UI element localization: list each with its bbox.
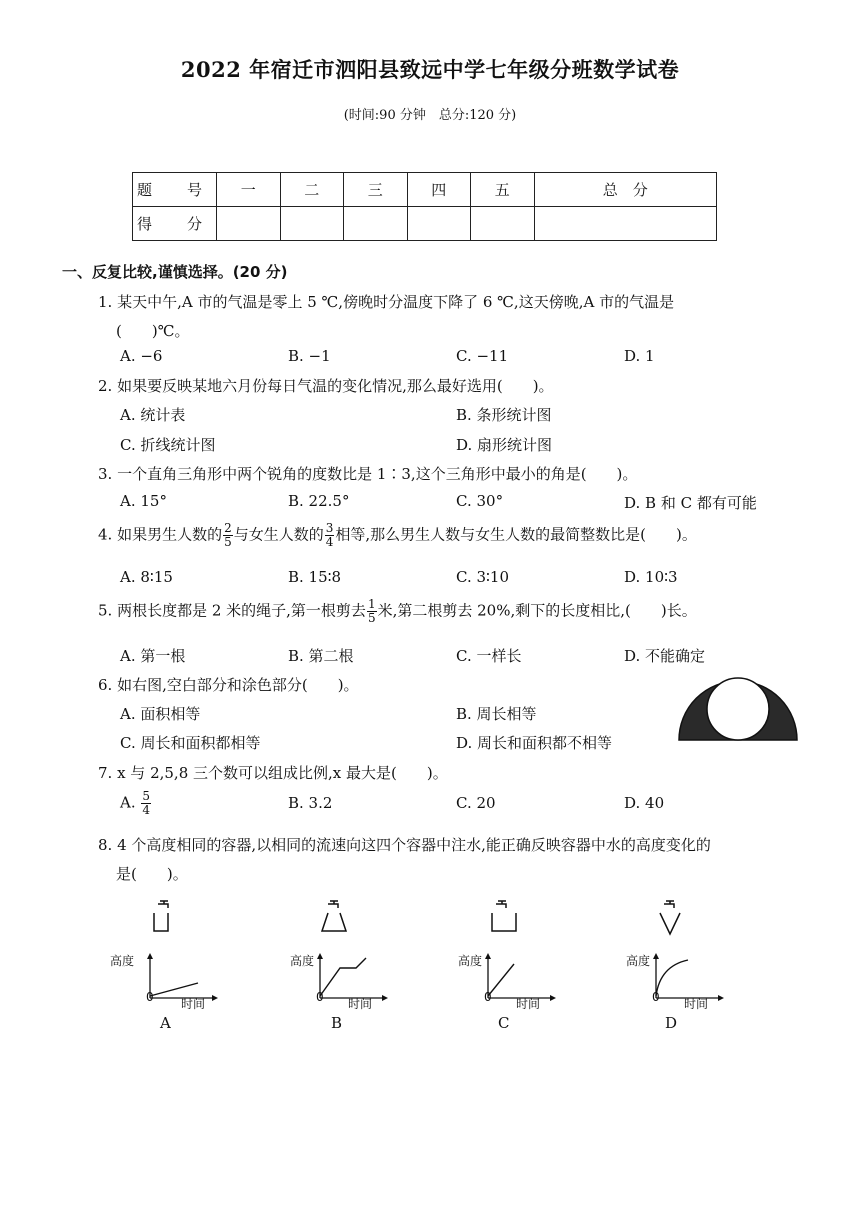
option[interactable]: A. 15° [120, 492, 167, 510]
faucet-container-d [650, 898, 712, 938]
option[interactable]: D. 不能确定 [624, 647, 706, 665]
option[interactable]: C. 周长和面积都相等 [120, 734, 261, 752]
question-1-blank: ( )℃。 [116, 322, 190, 340]
graph-b-xlabel: 时间 [348, 997, 373, 1011]
option[interactable]: A. 面积相等 [120, 705, 201, 723]
option[interactable]: D. 周长和面积都不相等 [456, 734, 613, 752]
trapezoid-container-icon [322, 913, 346, 931]
fraction-denominator: 4 [142, 803, 151, 817]
graph-a-ylabel: 高度 [110, 954, 135, 968]
x-axis-arrow [550, 995, 556, 1001]
fraction-denominator: 5 [224, 535, 232, 549]
option[interactable]: C. 20 [456, 794, 496, 812]
graph-a-xlabel: 时间 [181, 997, 206, 1011]
graph-line [320, 958, 366, 996]
score-blank[interactable] [471, 207, 535, 241]
option[interactable]: D. 扇形统计图 [456, 436, 553, 454]
graph-c-letter: C [498, 1014, 510, 1032]
fraction-numerator: 5 [142, 789, 151, 803]
score-cell: 五 [471, 173, 535, 207]
score-blank[interactable] [407, 207, 471, 241]
blank-circle [707, 678, 769, 740]
question-2-text: 2. 如果要反映某地六月份每日气温的变化情况,那么最好选用( )。 [98, 377, 554, 395]
option[interactable]: B. −1 [288, 347, 331, 365]
score-blank[interactable] [344, 207, 408, 241]
fraction [223, 522, 233, 549]
question-5-text [98, 598, 697, 625]
exam-info: (时间:90 分钟 总分:120 分) [343, 108, 517, 123]
faucet-container-c [482, 898, 544, 938]
option[interactable]: C. 30° [456, 492, 504, 510]
score-blank[interactable] [217, 207, 281, 241]
option[interactable]: B. 周长相等 [456, 705, 537, 723]
fraction-numerator: 1 [367, 597, 376, 611]
option[interactable]: D. 40 [624, 794, 665, 812]
faucet-container-b [314, 898, 376, 938]
score-cell: 题 号 [133, 173, 217, 207]
x-axis-arrow [382, 995, 388, 1001]
semicircle-figure [676, 674, 800, 744]
option[interactable]: C. −11 [456, 347, 509, 365]
graph-d-ylabel: 高度 [626, 954, 651, 968]
graph-d-origin: 0 [652, 990, 660, 1004]
question-5-part: 5. 两根长度都是 2 米的绳子,第一根剪去 [98, 601, 366, 620]
section-heading: 一、反复比较,谨慎选择。(20 分) [62, 263, 288, 281]
graph-b-ylabel: 高度 [290, 954, 315, 968]
graph-b-letter: B [331, 1014, 343, 1032]
graph-a-letter: A [160, 1014, 171, 1032]
fraction-numerator: 3 [325, 521, 334, 535]
graph-d-letter: D [665, 1014, 678, 1032]
question-6-text: 6. 如右图,空白部分和涂色部分( )。 [98, 676, 359, 694]
cylinder-container-icon [154, 913, 168, 931]
fraction [141, 790, 151, 817]
y-axis-arrow [147, 953, 153, 959]
faucet-icon [664, 901, 674, 908]
option[interactable]: B. 条形统计图 [456, 406, 552, 424]
fraction-denominator: 5 [367, 611, 376, 625]
fraction-denominator: 4 [325, 535, 334, 549]
graph-d-xlabel: 时间 [684, 997, 709, 1011]
score-table [132, 172, 717, 241]
option[interactable]: A. 第一根 [120, 647, 186, 665]
page-title: 2022 年宿迁市泗阳县致远中学七年级分班数学试卷 [180, 57, 680, 82]
faucet-container-a [144, 898, 206, 938]
option[interactable]: D. B 和 C 都有可能 [624, 494, 757, 512]
graph-c-origin: 0 [484, 990, 492, 1004]
option[interactable]: C. 一样长 [456, 647, 522, 665]
graph-c-ylabel: 高度 [458, 954, 483, 968]
score-blank[interactable] [280, 207, 344, 241]
option[interactable]: A. −6 [120, 347, 163, 365]
score-cell: 四 [407, 173, 471, 207]
score-table-score-row [133, 207, 717, 241]
option[interactable]: D. 10∶3 [624, 568, 678, 586]
option[interactable]: B. 22.5° [288, 492, 350, 510]
graph-line [488, 964, 514, 996]
score-table-header-row [133, 173, 717, 207]
score-cell: 得 分 [133, 207, 217, 241]
question-4-text [98, 522, 697, 549]
question-1-text: 1. 某天中午,A 市的气温是零上 5 ℃,傍晚时分温度下降了 6 ℃,这天傍晚,A 市的气温是 [98, 293, 675, 311]
y-axis-arrow [485, 953, 491, 959]
faucet-icon [158, 901, 168, 908]
option[interactable]: A. 统计表 [120, 406, 186, 424]
score-cell: 总 分 [534, 173, 717, 207]
question-4-part: 4. 如果男生人数的 [98, 525, 223, 544]
option[interactable]: C. 折线统计图 [120, 436, 216, 454]
cone-container-icon [660, 913, 680, 934]
question-5-part: 米,第二根剪去 20%,剩下的长度相比,( )长。 [377, 601, 697, 620]
option-label: A. [120, 793, 136, 812]
question-8-text: 8. 4 个高度相同的容器,以相同的流速向这四个容器中注水,能正确反映容器中水的高度变化的 [98, 836, 711, 854]
option[interactable]: C. 3∶10 [456, 568, 510, 586]
x-axis-arrow [718, 995, 724, 1001]
graph-b-origin: 0 [316, 990, 324, 1004]
graph-curve [656, 960, 688, 996]
graph-c-xlabel: 时间 [516, 997, 541, 1011]
score-cell: 一 [217, 173, 281, 207]
option[interactable]: A. 8∶15 [120, 568, 173, 586]
faucet-icon [328, 901, 338, 908]
graph-a-origin: 0 [146, 990, 154, 1004]
y-axis-arrow [317, 953, 323, 959]
wide-container-icon [492, 913, 516, 931]
option[interactable]: B. 15∶8 [288, 568, 342, 586]
option[interactable]: D. 1 [624, 347, 655, 365]
fraction [367, 598, 377, 625]
option[interactable]: B. 3.2 [288, 794, 333, 812]
option[interactable] [120, 790, 152, 817]
x-axis-arrow [212, 995, 218, 1001]
score-cell: 二 [280, 173, 344, 207]
question-4-part: 与女生人数的 [233, 525, 324, 544]
y-axis-arrow [653, 953, 659, 959]
score-cell: 三 [344, 173, 408, 207]
score-blank[interactable] [534, 207, 717, 241]
question-3-text: 3. 一个直角三角形中两个锐角的度数比是 1∶3,这个三角形中最小的角是( )。 [98, 465, 638, 483]
question-7-text: 7. x 与 2,5,8 三个数可以组成比例,x 最大是( )。 [98, 764, 448, 782]
fraction [325, 522, 335, 549]
question-8-blank: 是( )。 [116, 865, 188, 883]
question-4-part: 相等,那么男生人数与女生人数的最简整数比是( )。 [335, 525, 697, 544]
option[interactable]: B. 第二根 [288, 647, 354, 665]
fraction-numerator: 2 [224, 521, 232, 535]
faucet-icon [496, 901, 506, 908]
